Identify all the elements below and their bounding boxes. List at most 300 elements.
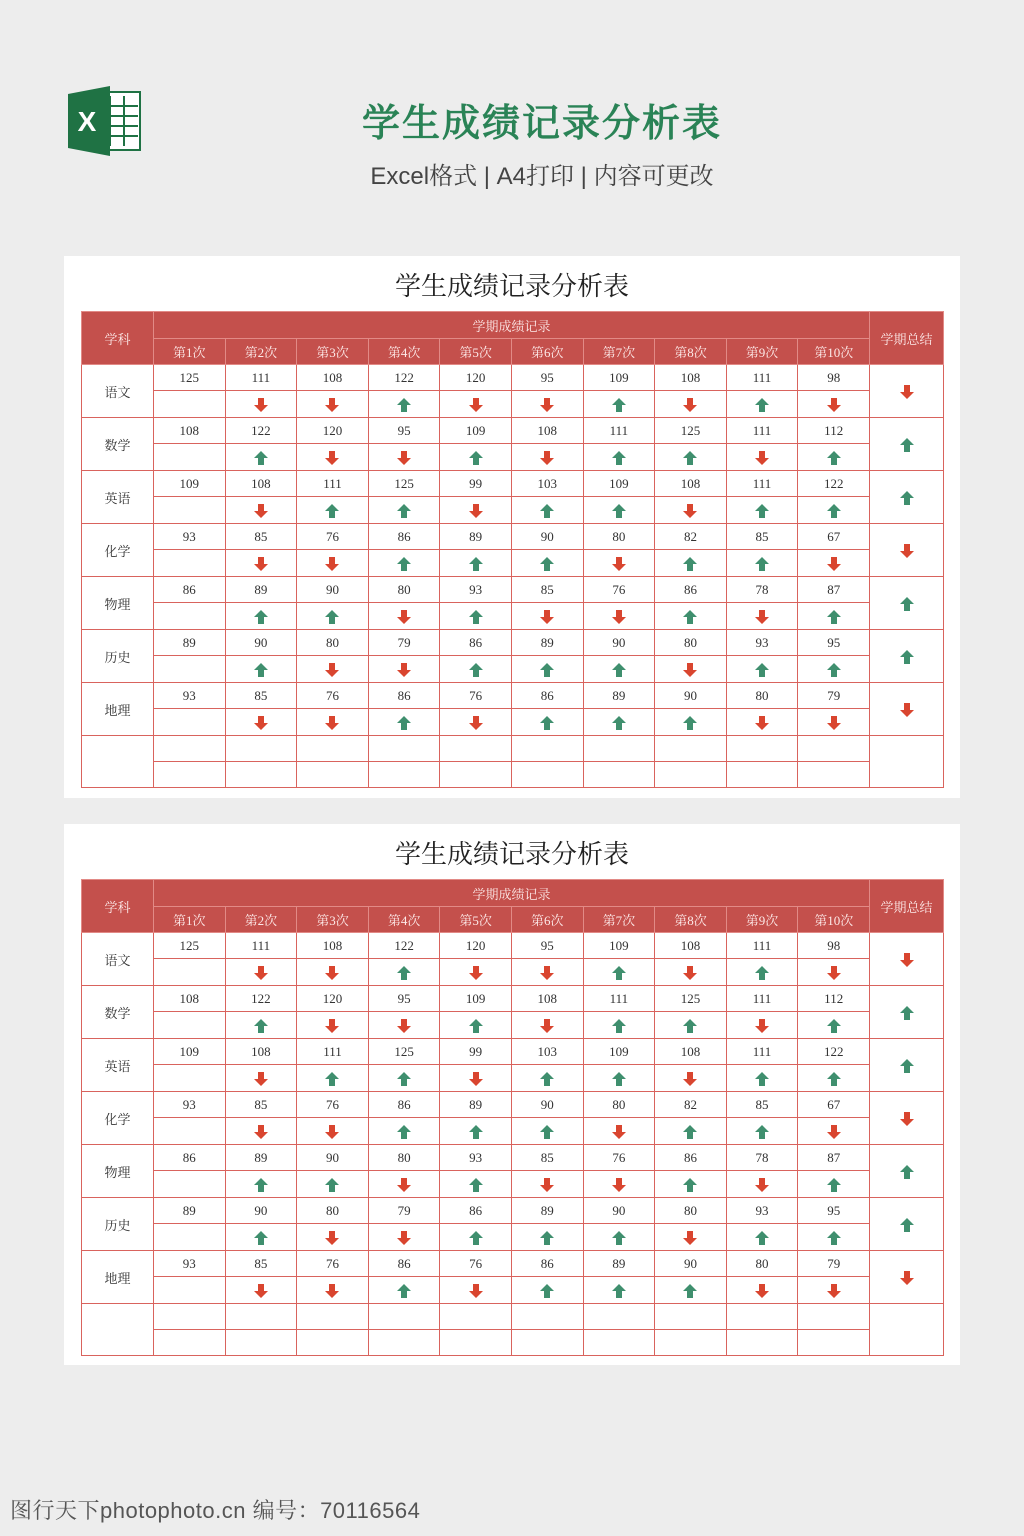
- arrow-up-icon: [900, 491, 914, 505]
- arrow-down-icon: [469, 504, 483, 518]
- summary-cell: [870, 577, 944, 630]
- trend-cell: [297, 444, 369, 471]
- arrow-up-icon: [900, 1218, 914, 1232]
- arrow-down-icon: [397, 1019, 411, 1033]
- arrow-up-icon: [469, 610, 483, 624]
- trend-cell: [511, 444, 583, 471]
- blank-cell: [655, 736, 727, 762]
- trend-cell: [583, 497, 655, 524]
- trend-cell: [225, 709, 297, 736]
- arrow-up-icon: [612, 716, 626, 730]
- score-cell: 111: [225, 933, 297, 959]
- score-cell: 125: [368, 471, 440, 497]
- score-cell: 80: [583, 1092, 655, 1118]
- col-header-attempt: 第6次: [511, 907, 583, 933]
- arrow-up-icon: [900, 597, 914, 611]
- score-cell: 125: [154, 365, 226, 391]
- blank-cell: [798, 736, 870, 762]
- score-cell: 79: [368, 630, 440, 656]
- trend-cell: [583, 1012, 655, 1039]
- score-cell: 85: [225, 524, 297, 550]
- blank-cell: [655, 1330, 727, 1356]
- score-cell: 90: [225, 1198, 297, 1224]
- trend-cell: [655, 709, 727, 736]
- trend-cell: [511, 959, 583, 986]
- score-cell: 93: [726, 630, 798, 656]
- arrow-up-icon: [900, 1165, 914, 1179]
- score-cell: 108: [655, 1039, 727, 1065]
- score-cell: 93: [154, 1251, 226, 1277]
- score-cell: 76: [583, 577, 655, 603]
- trend-cell: [726, 497, 798, 524]
- blank-cell: [297, 1304, 369, 1330]
- trend-cell: [655, 1012, 727, 1039]
- trend-cell: [583, 1277, 655, 1304]
- trend-cell: [225, 1277, 297, 1304]
- trend-cell: [798, 497, 870, 524]
- score-cell: 108: [225, 471, 297, 497]
- score-cell: 95: [798, 1198, 870, 1224]
- arrow-up-icon: [397, 398, 411, 412]
- arrow-down-icon: [254, 1072, 268, 1086]
- trend-cell: [798, 603, 870, 630]
- trend-cell: [655, 1171, 727, 1198]
- arrow-up-icon: [254, 610, 268, 624]
- trend-cell: [726, 1277, 798, 1304]
- trend-cell: [655, 656, 727, 683]
- arrow-up-icon: [397, 1284, 411, 1298]
- arrow-up-icon: [612, 1019, 626, 1033]
- col-header-attempt: 第9次: [726, 339, 798, 365]
- trend-cell: [297, 1171, 369, 1198]
- trend-cell: [511, 497, 583, 524]
- table-row: [82, 683, 944, 709]
- arrow-up-icon: [397, 716, 411, 730]
- trend-cell: [225, 1118, 297, 1145]
- subject-cell: 历史: [82, 1198, 154, 1251]
- blank-cell: [368, 1330, 440, 1356]
- score-cell: 86: [368, 1251, 440, 1277]
- blank-cell: [726, 1304, 798, 1330]
- table-row: [82, 577, 944, 603]
- trend-cell: [440, 1277, 512, 1304]
- trend-cell: [368, 1065, 440, 1092]
- blank-cell: [655, 1304, 727, 1330]
- trend-cell: [583, 603, 655, 630]
- subject-cell: 化学: [82, 1092, 154, 1145]
- trend-cell: [726, 1224, 798, 1251]
- trend-cell: [440, 656, 512, 683]
- trend-cell: [297, 709, 369, 736]
- arrow-down-icon: [683, 966, 697, 980]
- score-cell: 90: [655, 683, 727, 709]
- trend-cell: [225, 959, 297, 986]
- blank-row: [82, 736, 944, 762]
- score-cell: 76: [297, 683, 369, 709]
- score-cell: 67: [798, 524, 870, 550]
- trend-cell: [798, 391, 870, 418]
- trend-cell: [583, 1224, 655, 1251]
- table-row: [82, 365, 944, 391]
- arrow-up-icon: [254, 1019, 268, 1033]
- table-row: [82, 524, 944, 550]
- trend-cell: [368, 497, 440, 524]
- arrow-down-icon: [325, 966, 339, 980]
- blank-cell: [870, 736, 944, 788]
- score-cell: 80: [297, 1198, 369, 1224]
- arrow-up-icon: [827, 1072, 841, 1086]
- sheet-title: 学生成绩记录分析表: [394, 840, 629, 870]
- blank-cell: [583, 1330, 655, 1356]
- trend-cell: [511, 1171, 583, 1198]
- trend-cell: [511, 550, 583, 577]
- trend-cell: [655, 550, 727, 577]
- score-cell: 80: [368, 1145, 440, 1171]
- trend-cell: [297, 1224, 369, 1251]
- arrow-down-icon: [683, 1072, 697, 1086]
- arrow-up-icon: [755, 504, 769, 518]
- arrow-up-icon: [755, 966, 769, 980]
- col-header-attempt: 第5次: [440, 339, 512, 365]
- arrow-down-icon: [900, 1112, 914, 1126]
- score-cell: 93: [154, 524, 226, 550]
- score-cell: 90: [225, 630, 297, 656]
- summary-cell: [870, 630, 944, 683]
- table-row: [82, 1039, 944, 1065]
- trend-cell: [583, 709, 655, 736]
- trend-cell: [655, 497, 727, 524]
- trend-cell: [440, 1065, 512, 1092]
- score-cell: 99: [440, 471, 512, 497]
- arrow-down-icon: [683, 663, 697, 677]
- blank-cell: [726, 1330, 798, 1356]
- arrow-up-icon: [612, 966, 626, 980]
- score-cell: 86: [368, 524, 440, 550]
- trend-cell: [154, 1012, 226, 1039]
- trend-cell: [368, 391, 440, 418]
- blank-cell: [511, 762, 583, 788]
- trend-cell: [297, 497, 369, 524]
- arrow-down-icon: [469, 398, 483, 412]
- score-cell: 76: [583, 1145, 655, 1171]
- trend-cell: [798, 444, 870, 471]
- col-header-subject: 学科: [82, 880, 154, 933]
- score-cell: 89: [154, 1198, 226, 1224]
- col-header-attempt: 第9次: [726, 907, 798, 933]
- subject-cell: 地理: [82, 1251, 154, 1304]
- score-cell: 78: [726, 1145, 798, 1171]
- arrow-up-icon: [612, 398, 626, 412]
- sheet-preview-1: [64, 256, 960, 798]
- trend-cell: [297, 1065, 369, 1092]
- arrow-up-icon: [827, 1231, 841, 1245]
- trend-cell: [583, 656, 655, 683]
- col-header-attempt: 第6次: [511, 339, 583, 365]
- score-cell: 95: [368, 418, 440, 444]
- arrow-up-icon: [612, 1284, 626, 1298]
- blank-cell: [511, 1304, 583, 1330]
- col-header-attempt: 第10次: [798, 339, 870, 365]
- blank-cell: [583, 762, 655, 788]
- trend-cell: [726, 603, 798, 630]
- arrow-down-icon: [540, 451, 554, 465]
- score-cell: 78: [726, 577, 798, 603]
- score-cell: 85: [726, 1092, 798, 1118]
- score-cell: 86: [511, 1251, 583, 1277]
- trend-cell: [225, 550, 297, 577]
- arrow-up-icon: [827, 451, 841, 465]
- trend-cell: [726, 709, 798, 736]
- trend-cell: [225, 656, 297, 683]
- trend-cell: [655, 959, 727, 986]
- trend-cell: [368, 1224, 440, 1251]
- trend-cell: [154, 1171, 226, 1198]
- trend-cell: [297, 603, 369, 630]
- score-cell: 111: [297, 471, 369, 497]
- arrow-down-icon: [325, 557, 339, 571]
- trend-cell: [511, 391, 583, 418]
- subject-cell: 英语: [82, 471, 154, 524]
- arrow-up-icon: [540, 1231, 554, 1245]
- score-cell: 111: [583, 418, 655, 444]
- subject-cell: 物理: [82, 1145, 154, 1198]
- trend-cell: [798, 1012, 870, 1039]
- blank-cell: [82, 1304, 154, 1356]
- trend-cell: [798, 959, 870, 986]
- trend-cell: [655, 1277, 727, 1304]
- summary-cell: [870, 1092, 944, 1145]
- subject-cell: 地理: [82, 683, 154, 736]
- score-cell: 111: [225, 365, 297, 391]
- arrow-up-icon: [469, 1231, 483, 1245]
- table-row: [82, 1145, 944, 1171]
- arrow-down-icon: [469, 1072, 483, 1086]
- trend-row: [82, 709, 944, 736]
- score-table: [81, 311, 944, 788]
- trend-cell: [154, 550, 226, 577]
- trend-row: [82, 1012, 944, 1039]
- trend-cell: [726, 550, 798, 577]
- arrow-up-icon: [827, 1178, 841, 1192]
- score-cell: 120: [297, 986, 369, 1012]
- col-header-attempt: 第3次: [297, 339, 369, 365]
- trend-cell: [798, 1224, 870, 1251]
- arrow-up-icon: [540, 1125, 554, 1139]
- trend-cell: [440, 1224, 512, 1251]
- table-row: [82, 471, 944, 497]
- blank-cell: [297, 1330, 369, 1356]
- score-cell: 122: [798, 1039, 870, 1065]
- blank-cell: [583, 736, 655, 762]
- trend-cell: [655, 1118, 727, 1145]
- score-cell: 89: [440, 524, 512, 550]
- score-cell: 109: [154, 1039, 226, 1065]
- page-title: 学生成绩记录分析表: [361, 103, 722, 145]
- score-cell: 93: [154, 683, 226, 709]
- trend-cell: [297, 1118, 369, 1145]
- blank-cell: [440, 1304, 512, 1330]
- arrow-down-icon: [827, 557, 841, 571]
- trend-cell: [154, 1277, 226, 1304]
- trend-cell: [297, 656, 369, 683]
- trend-cell: [154, 391, 226, 418]
- score-cell: 86: [154, 1145, 226, 1171]
- trend-cell: [368, 1171, 440, 1198]
- score-cell: 93: [154, 1092, 226, 1118]
- trend-cell: [655, 391, 727, 418]
- table-row: [82, 1092, 944, 1118]
- arrow-down-icon: [397, 1231, 411, 1245]
- subject-cell: 语文: [82, 365, 154, 418]
- score-cell: 79: [368, 1198, 440, 1224]
- score-cell: 76: [440, 683, 512, 709]
- trend-cell: [726, 959, 798, 986]
- table-row: [82, 933, 944, 959]
- trend-cell: [368, 1012, 440, 1039]
- score-cell: 89: [583, 1251, 655, 1277]
- col-header-attempt: 第7次: [583, 907, 655, 933]
- col-header-attempt: 第2次: [225, 907, 297, 933]
- score-cell: 93: [440, 577, 512, 603]
- trend-cell: [297, 1012, 369, 1039]
- trend-cell: [511, 1012, 583, 1039]
- arrow-down-icon: [755, 716, 769, 730]
- arrow-down-icon: [254, 716, 268, 730]
- trend-cell: [583, 959, 655, 986]
- score-cell: 76: [297, 524, 369, 550]
- trend-cell: [297, 1277, 369, 1304]
- score-cell: 86: [440, 630, 512, 656]
- blank-cell: [726, 762, 798, 788]
- score-cell: 95: [511, 365, 583, 391]
- score-table: [81, 879, 944, 1356]
- trend-cell: [440, 497, 512, 524]
- summary-cell: [870, 1198, 944, 1251]
- score-cell: 80: [655, 1198, 727, 1224]
- score-cell: 98: [798, 365, 870, 391]
- arrow-up-icon: [900, 650, 914, 664]
- trend-cell: [440, 1012, 512, 1039]
- score-cell: 108: [297, 365, 369, 391]
- trend-cell: [154, 959, 226, 986]
- score-cell: 125: [655, 986, 727, 1012]
- arrow-up-icon: [900, 1059, 914, 1073]
- score-cell: 109: [583, 365, 655, 391]
- score-cell: 85: [511, 577, 583, 603]
- trend-cell: [655, 1065, 727, 1092]
- trend-cell: [368, 444, 440, 471]
- col-header-attempt: 第7次: [583, 339, 655, 365]
- col-header-attempt: 第2次: [225, 339, 297, 365]
- score-cell: 111: [726, 986, 798, 1012]
- score-cell: 109: [583, 933, 655, 959]
- score-cell: 109: [440, 418, 512, 444]
- score-cell: 108: [655, 471, 727, 497]
- summary-cell: [870, 1145, 944, 1198]
- arrow-down-icon: [900, 953, 914, 967]
- trend-cell: [368, 1277, 440, 1304]
- trend-cell: [511, 656, 583, 683]
- subject-cell: 数学: [82, 986, 154, 1039]
- arrow-up-icon: [827, 610, 841, 624]
- trend-cell: [726, 444, 798, 471]
- score-cell: 95: [798, 630, 870, 656]
- trend-cell: [726, 1171, 798, 1198]
- arrow-down-icon: [397, 663, 411, 677]
- arrow-down-icon: [254, 966, 268, 980]
- blank-cell: [440, 1330, 512, 1356]
- score-cell: 67: [798, 1092, 870, 1118]
- score-cell: 89: [225, 577, 297, 603]
- summary-cell: [870, 524, 944, 577]
- trend-cell: [440, 550, 512, 577]
- trend-cell: [368, 709, 440, 736]
- trend-cell: [225, 1065, 297, 1092]
- arrow-up-icon: [683, 557, 697, 571]
- trend-row: [82, 1171, 944, 1198]
- arrow-down-icon: [755, 610, 769, 624]
- trend-row: [82, 656, 944, 683]
- arrow-up-icon: [612, 451, 626, 465]
- page-subtitle: Excel格式 | A4打印 | 内容可更改: [370, 163, 714, 190]
- arrow-up-icon: [325, 1072, 339, 1086]
- subject-cell: 化学: [82, 524, 154, 577]
- score-cell: 122: [368, 933, 440, 959]
- score-cell: 85: [225, 683, 297, 709]
- trend-cell: [798, 550, 870, 577]
- arrow-down-icon: [827, 716, 841, 730]
- arrow-down-icon: [755, 451, 769, 465]
- score-cell: 108: [297, 933, 369, 959]
- trend-cell: [154, 444, 226, 471]
- blank-cell: [154, 1304, 226, 1330]
- trend-cell: [154, 709, 226, 736]
- arrow-down-icon: [612, 557, 626, 571]
- blank-cell: [655, 762, 727, 788]
- trend-cell: [583, 1065, 655, 1092]
- score-cell: 111: [297, 1039, 369, 1065]
- arrow-up-icon: [397, 1072, 411, 1086]
- score-cell: 108: [154, 986, 226, 1012]
- score-cell: 108: [655, 933, 727, 959]
- trend-cell: [583, 444, 655, 471]
- arrow-up-icon: [827, 504, 841, 518]
- col-header-attempt: 第1次: [154, 907, 226, 933]
- trend-cell: [511, 709, 583, 736]
- arrow-down-icon: [469, 966, 483, 980]
- score-cell: 89: [225, 1145, 297, 1171]
- arrow-down-icon: [683, 1231, 697, 1245]
- sheet-preview-2: [64, 824, 960, 1365]
- score-cell: 86: [368, 1092, 440, 1118]
- col-header-group: 学期成绩记录: [154, 312, 870, 339]
- blank-cell: [225, 736, 297, 762]
- score-cell: 108: [225, 1039, 297, 1065]
- trend-cell: [655, 1224, 727, 1251]
- blank-cell: [798, 1304, 870, 1330]
- arrow-down-icon: [827, 1125, 841, 1139]
- arrow-up-icon: [683, 1019, 697, 1033]
- trend-cell: [225, 603, 297, 630]
- score-cell: 85: [225, 1092, 297, 1118]
- arrow-up-icon: [397, 966, 411, 980]
- score-cell: 111: [726, 418, 798, 444]
- trend-cell: [154, 656, 226, 683]
- blank-cell: [154, 1330, 226, 1356]
- trend-row: [82, 603, 944, 630]
- trend-cell: [798, 1277, 870, 1304]
- arrow-down-icon: [325, 1231, 339, 1245]
